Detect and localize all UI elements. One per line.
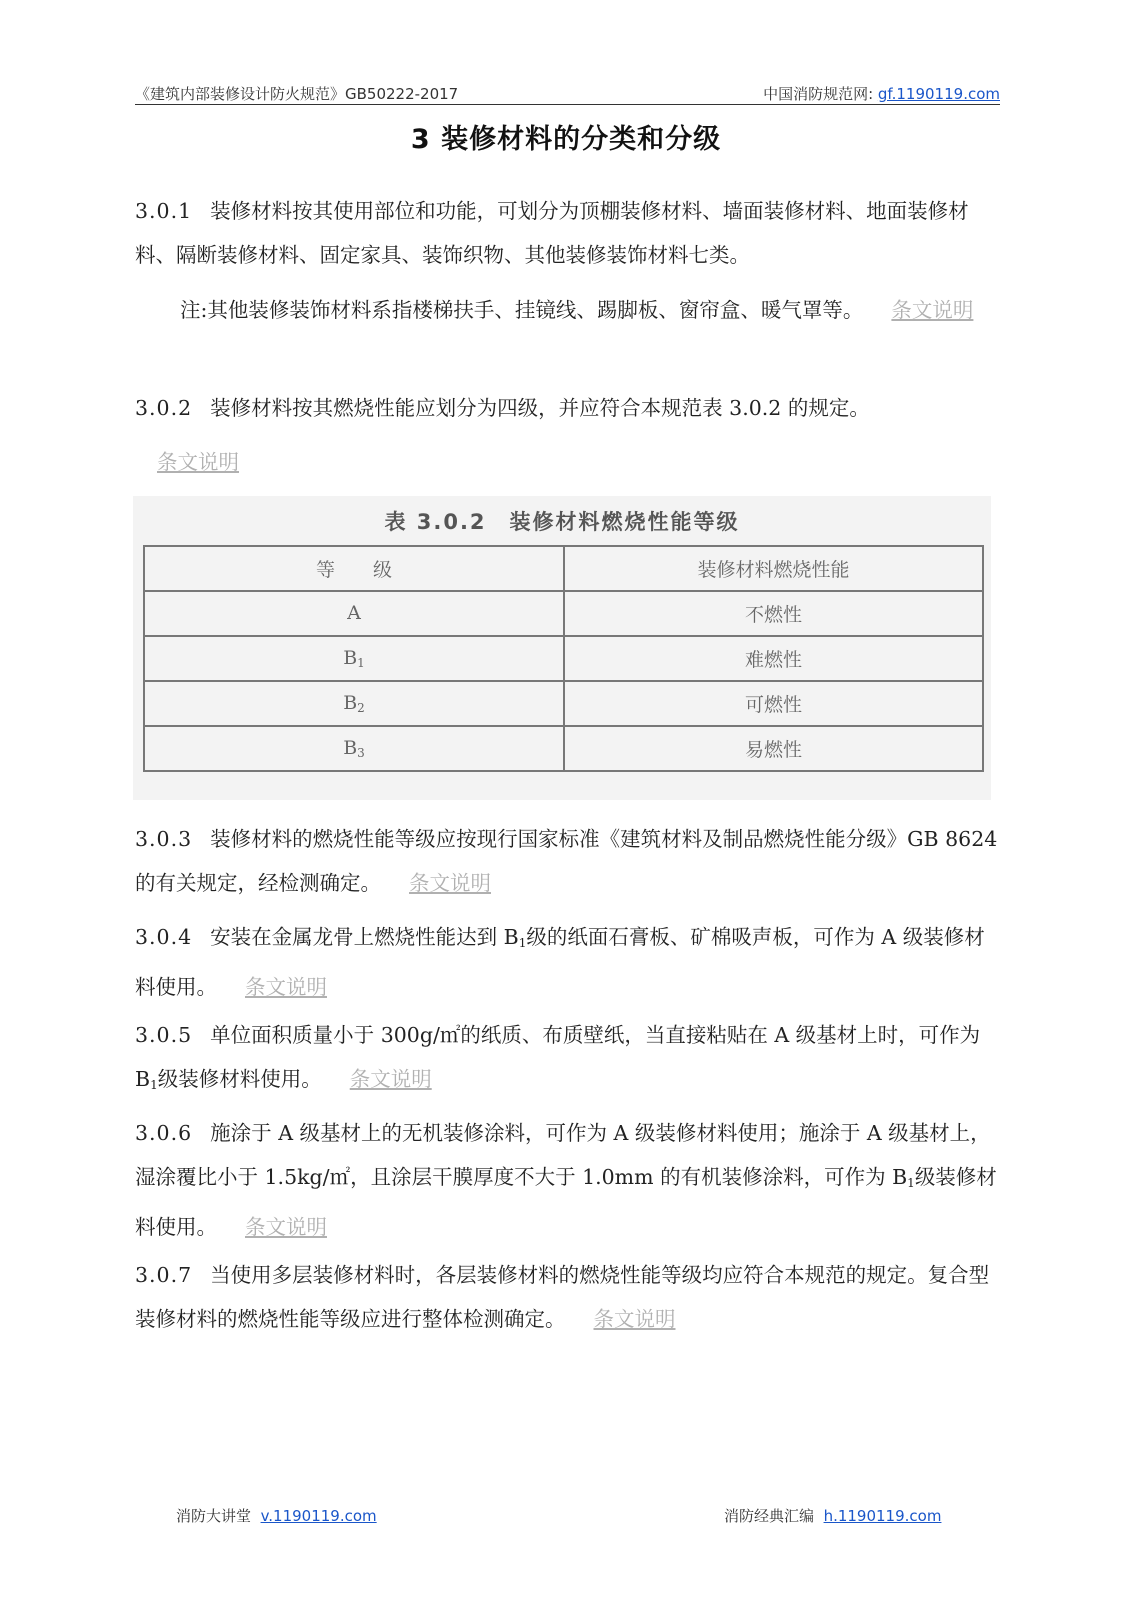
section-title: 3 装修材料的分类和分级 (410, 124, 722, 155)
footer-right-label: 消防经典汇编 (724, 1507, 815, 1525)
explain-link[interactable]: 条文说明 (245, 975, 327, 999)
clause-number: 3.0.5 (135, 1023, 193, 1047)
header-doc-title: 《建筑内部装修设计防火规范》GB50222-2017 (135, 85, 459, 103)
grade-cell: $B_2$ (144, 681, 564, 726)
table-header-performance: 装修材料燃烧性能 (564, 546, 983, 591)
subscript: 1 (518, 936, 527, 950)
table-row (144, 591, 983, 636)
clause-note (135, 288, 1000, 332)
clause-3-0-2 (135, 386, 1000, 430)
clause-number: 3.0.3 (135, 827, 193, 851)
footer-left-label: 消防大讲堂 (176, 1507, 252, 1525)
grade-cell: A (144, 591, 564, 636)
grade-cell: $B_1$ (144, 636, 564, 681)
explain-link[interactable]: 条文说明 (245, 1215, 327, 1239)
clause-3-0-7 (135, 1253, 1000, 1341)
clause-text: 装修材料按其燃烧性能应划分为四级，并应符合本规范表 3.0.2 的规定。 (210, 396, 870, 420)
clause-number: 3.0.2 (135, 396, 193, 420)
header-site-label: 中国消防规范网: (763, 85, 878, 103)
clause-text-b: 级装修材料使用。 (157, 1067, 322, 1091)
explain-link[interactable]: 条文说明 (409, 871, 491, 895)
clause-number: 3.0.4 (135, 925, 193, 949)
clause-text-a: 施涂于 A 级基材上的无机装修涂料，可作为 A 级装修材料使用；施涂于 A 级基材上，湿涂覆比小于 1.5kg/㎡，且涂层干膜厚度不大于 1.0mm 的有机装修涂料，可作为 B (135, 1121, 991, 1189)
clause-3-0-6 (135, 1111, 1000, 1249)
footer-left-link[interactable]: v.1190119.com (260, 1507, 377, 1525)
explain-row (135, 440, 1000, 484)
footer-right-link[interactable]: h.1190119.com (823, 1507, 942, 1525)
explain-link[interactable]: 条文说明 (593, 1307, 676, 1331)
clause-text-b: 级的纸面石膏板、矿棉吸声板，可作为 A 级装修材料使用。 (135, 925, 985, 999)
performance-cell: 易燃性 (564, 726, 983, 771)
table-caption: 表 3.0.2 装修材料燃烧性能等级 (384, 510, 740, 534)
footer-left (176, 1505, 377, 1526)
explain-link[interactable]: 条文说明 (891, 298, 974, 322)
table-header-grade: 等 级 (144, 546, 564, 591)
performance-cell: 难燃性 (564, 636, 983, 681)
table-row (144, 681, 983, 726)
explain-link[interactable]: 条文说明 (157, 450, 239, 474)
note-text: 注:其他装修装饰材料系指楼梯扶手、挂镜线、踢脚板、窗帘盒、暖气罩等。 (180, 298, 864, 322)
grade-table-figure (133, 496, 991, 800)
clause-number: 3.0.7 (135, 1263, 193, 1287)
page-header (135, 82, 1000, 105)
grade-cell: $B_3$ (144, 726, 564, 771)
grade-table (143, 545, 984, 772)
header-site (763, 83, 1000, 104)
clause-3-0-3 (135, 817, 1000, 905)
performance-cell: 不燃性 (564, 591, 983, 636)
subscript: 1 (907, 1176, 915, 1190)
clause-text: 装修材料按其使用部位和功能，可划分为顶棚装修材料、墙面装修材料、地面装修材料、隔断装修材料、固定家具、装饰织物、其他装修装饰材料七类。 (135, 199, 969, 267)
performance-cell: 可燃性 (564, 681, 983, 726)
header-site-link[interactable]: gf.1190119.com (877, 85, 1000, 103)
table-row (144, 726, 983, 771)
clause-3-0-5 (135, 1013, 1000, 1107)
subscript: 1 (150, 1078, 158, 1092)
footer-right (724, 1505, 941, 1526)
clause-3-0-4 (135, 915, 1000, 1009)
clause-text-a: 安装在金属龙骨上燃烧性能达到 B (210, 925, 519, 949)
clause-text: 当使用多层装修材料时，各层装修材料的燃烧性能等级均应符合本规范的规定。复合型装修材料的燃烧性能等级应进行整体检测确定。 (135, 1263, 990, 1331)
clause-number: 3.0.6 (135, 1121, 193, 1145)
clause-text: 装修材料的燃烧性能等级应按现行国家标准《建筑材料及制品燃烧性能分级》GB 8624 的有关规定，经检测确定。 (135, 827, 998, 895)
clause-3-0-1 (135, 189, 1000, 277)
clause-number: 3.0.1 (135, 199, 193, 223)
table-header-row (144, 546, 983, 591)
clause-text-a: 单位面积质量小于 300g/㎡的纸质、布质壁纸，当直接粘贴在 A 级基材上时，可作为 B (135, 1023, 981, 1091)
clause-text-b: 级装修材料使用。 (135, 1165, 997, 1239)
explain-link[interactable]: 条文说明 (349, 1067, 432, 1091)
table-row (144, 636, 983, 681)
